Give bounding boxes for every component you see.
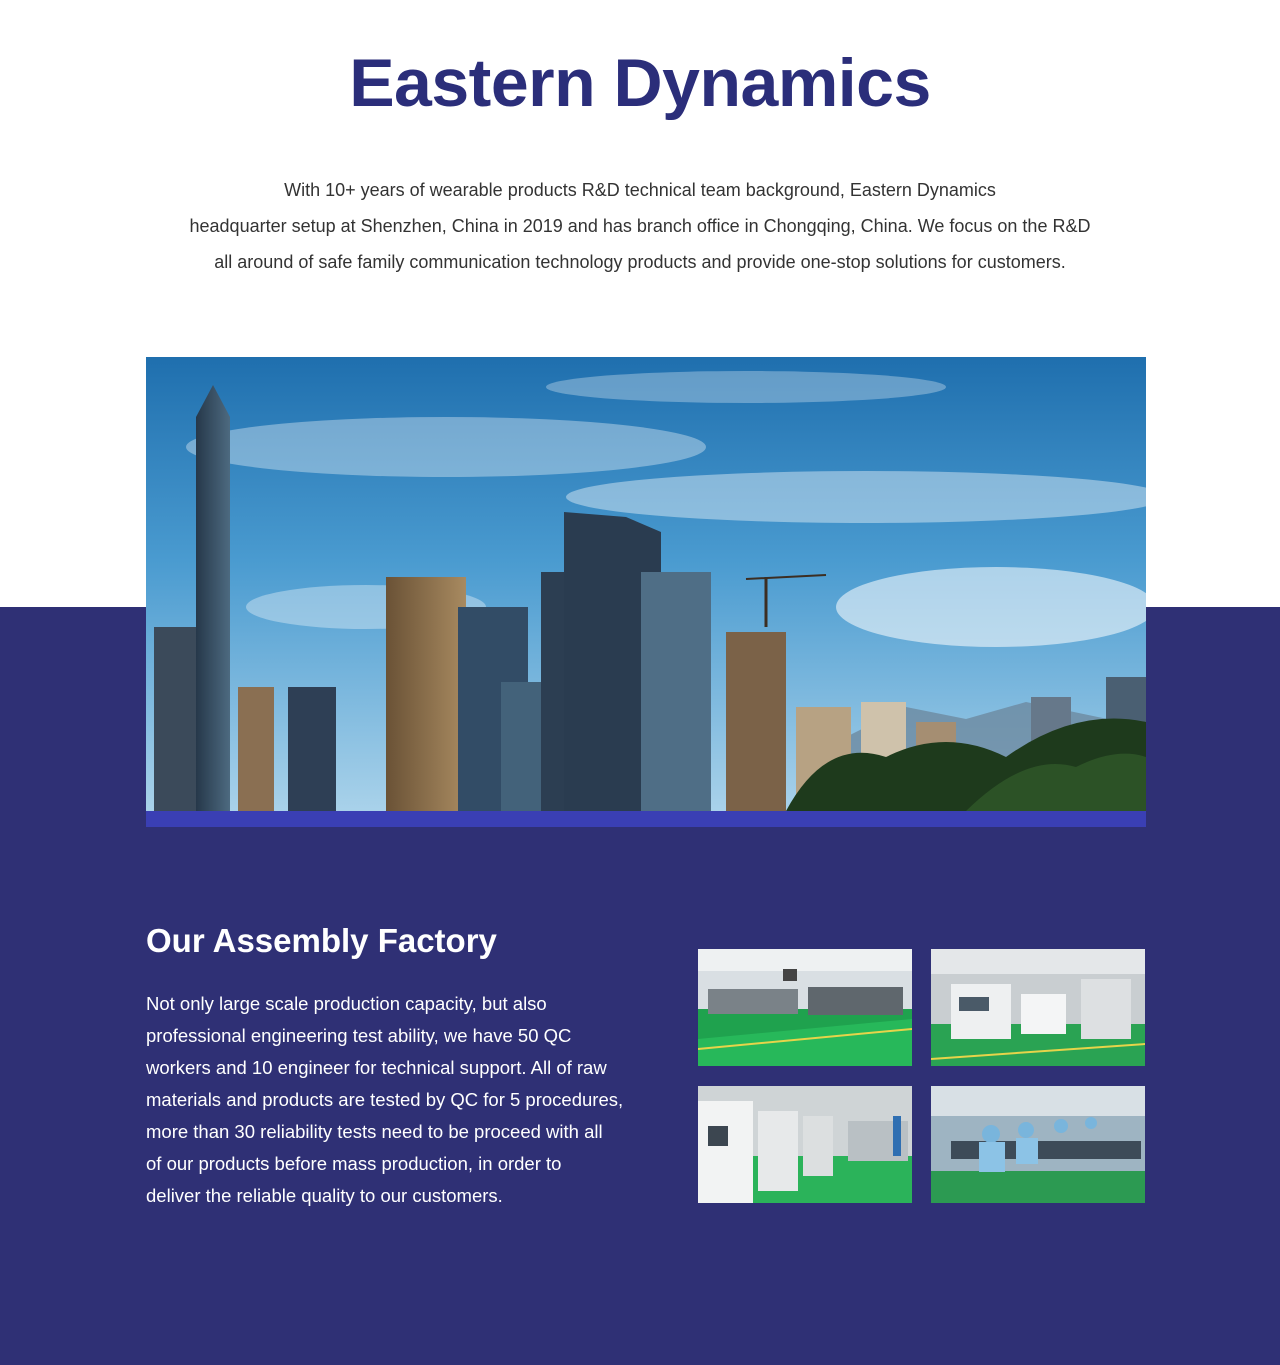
factory-text-line: more than 30 reliability tests need to be proceed with all	[146, 1121, 603, 1142]
intro-line: headquarter setup at Shenzhen, China in 2019 and has branch office in Chongqing, China. We focus on the R&D	[189, 216, 1091, 236]
factory-description	[146, 988, 661, 1212]
factory-text-line: materials and products are tested by QC for 5 procedures,	[146, 1089, 624, 1110]
factory-text-line: Not only large scale production capacity, but also	[146, 993, 547, 1014]
smt-line-photo	[698, 1086, 912, 1203]
intro-line: With 10+ years of wearable products R&D technical team background, Eastern Dynamics	[284, 180, 996, 200]
factory-floor-photo	[698, 949, 912, 1066]
page-title: Eastern Dynamics	[349, 45, 931, 121]
factory-text-line: of our products before mass production, in order to	[146, 1153, 562, 1174]
factory-text-line: deliver the reliable quality to our customers.	[146, 1185, 503, 1206]
city-skyline-image	[146, 357, 1146, 811]
factory-text-line: workers and 10 engineer for technical support. All of raw	[146, 1057, 607, 1078]
workers-assembly-photo	[931, 1086, 1145, 1203]
intro-paragraph	[140, 172, 1140, 280]
factory-heading: Our Assembly Factory	[146, 922, 497, 959]
factory-text-line: professional engineering test ability, we have 50 QC	[146, 1025, 572, 1046]
hero-accent-bar	[146, 811, 1146, 827]
intro-line: all around of safe family communication technology products and provide one-stop solutions for customers.	[214, 252, 1066, 272]
assembly-machines-photo	[931, 949, 1145, 1066]
